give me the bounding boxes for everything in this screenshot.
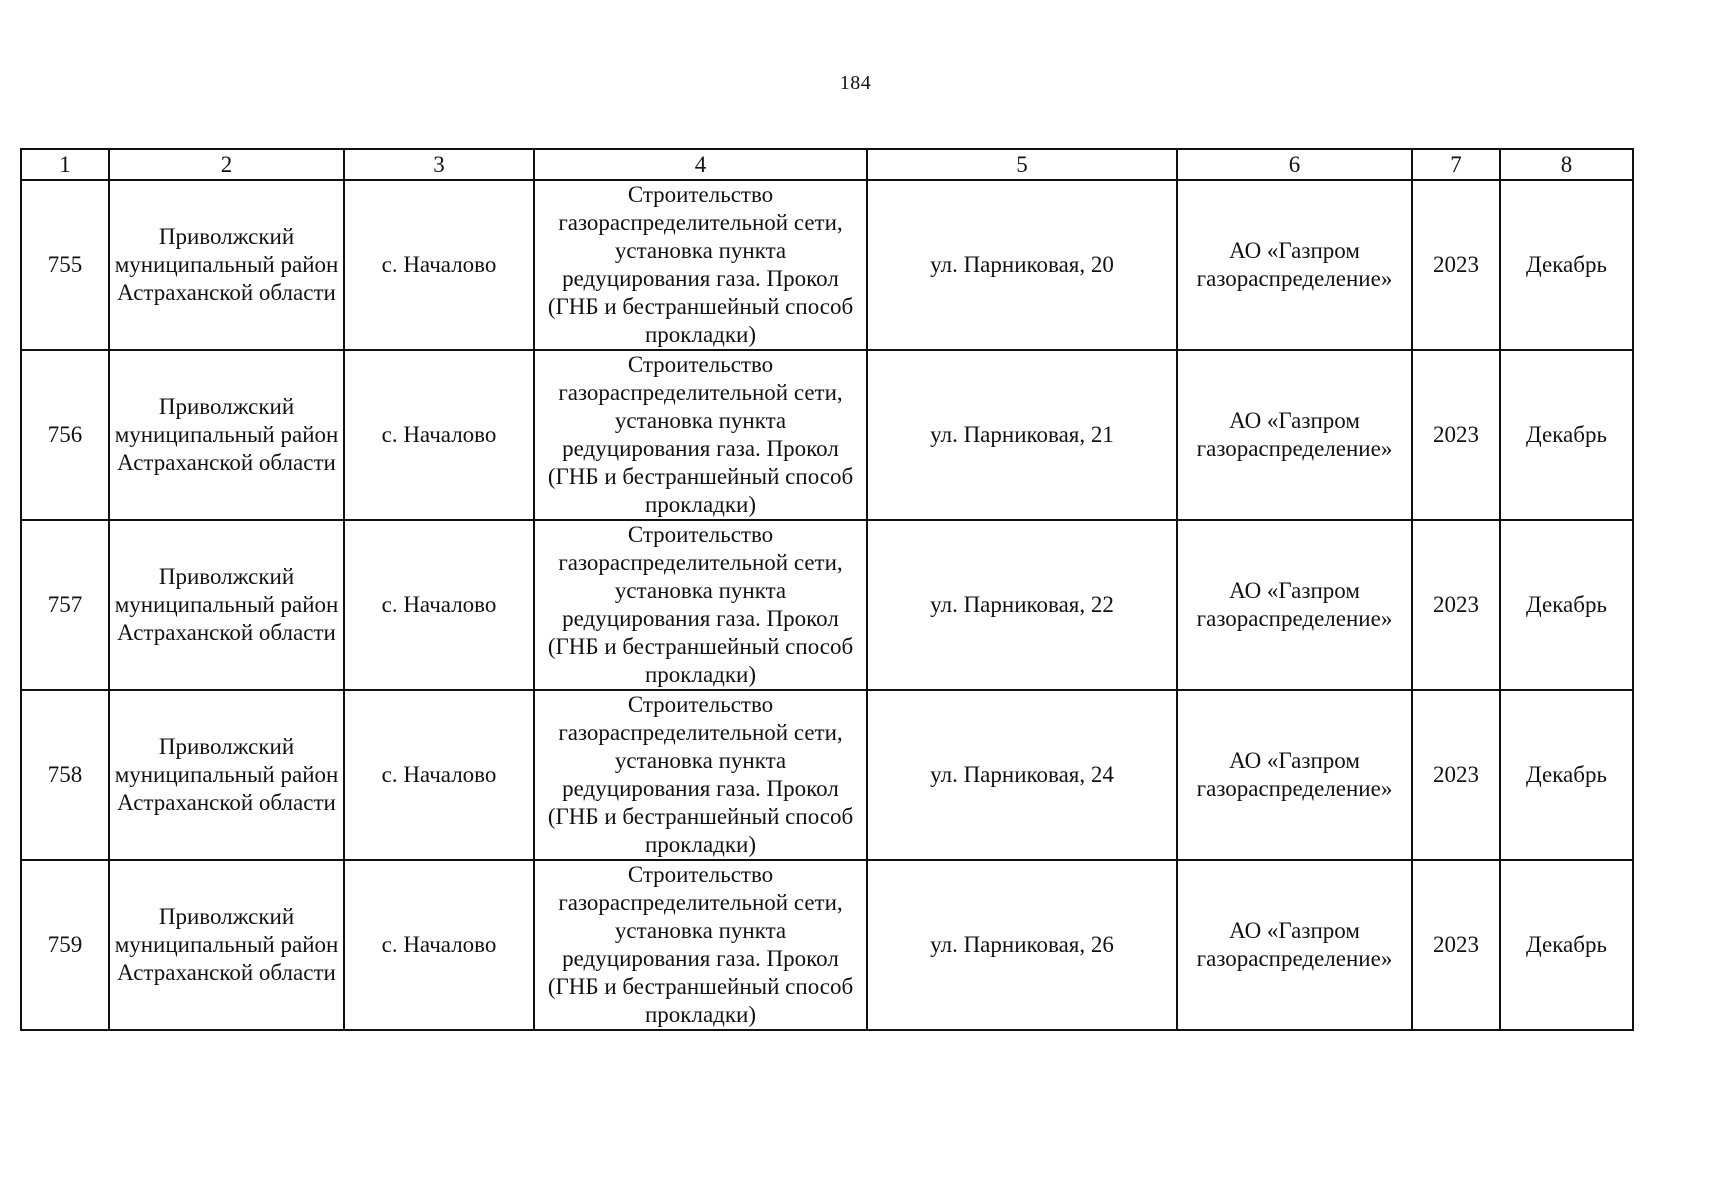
header-col-5: 5 [867,149,1177,180]
month-cell: Декабрь [1500,520,1633,690]
settlement-cell: с. Началово [344,860,534,1030]
address-cell: ул. Парниковая, 22 [867,520,1177,690]
row-number: 757 [21,520,109,690]
table-row [21,690,1633,860]
row-number: 759 [21,860,109,1030]
address-cell: ул. Парниковая, 21 [867,350,1177,520]
table-row [21,350,1633,520]
work-description-cell: Строительство газораспределительной сети, установка пункта редуцирования газа. Прокол (ГНБ и бестраншейный способ прокладки) [534,520,867,690]
header-col-8: 8 [1500,149,1633,180]
settlement-cell: с. Началово [344,520,534,690]
year-cell: 2023 [1412,180,1500,350]
organization-cell: АО «Газпром газораспределение» [1177,860,1412,1030]
work-description-cell: Строительство газораспределительной сети, установка пункта редуцирования газа. Прокол (ГНБ и бестраншейный способ прокладки) [534,860,867,1030]
district-cell: Приволжский муниципальный район Астраханской области [109,350,344,520]
address-cell: ул. Парниковая, 24 [867,690,1177,860]
header-col-2: 2 [109,149,344,180]
district-cell: Приволжский муниципальный район Астраханской области [109,180,344,350]
month-cell: Декабрь [1500,690,1633,860]
row-number: 756 [21,350,109,520]
page-number: 184 [839,72,872,94]
table-header [21,149,1633,180]
header-row [21,149,1633,180]
header-col-6: 6 [1177,149,1412,180]
month-cell: Декабрь [1500,180,1633,350]
address-cell: ул. Парниковая, 20 [867,180,1177,350]
table-row [21,860,1633,1030]
header-col-7: 7 [1412,149,1500,180]
year-cell: 2023 [1412,860,1500,1030]
table-row [21,180,1633,350]
district-cell: Приволжский муниципальный район Астраханской области [109,690,344,860]
year-cell: 2023 [1412,690,1500,860]
organization-cell: АО «Газпром газораспределение» [1177,180,1412,350]
table-row [21,520,1633,690]
work-description-cell: Строительство газораспределительной сети, установка пункта редуцирования газа. Прокол (ГНБ и бестраншейный способ прокладки) [534,690,867,860]
organization-cell: АО «Газпром газораспределение» [1177,690,1412,860]
district-cell: Приволжский муниципальный район Астраханской области [109,520,344,690]
address-cell: ул. Парниковая, 26 [867,860,1177,1030]
month-cell: Декабрь [1500,860,1633,1030]
row-number: 755 [21,180,109,350]
year-cell: 2023 [1412,350,1500,520]
settlement-cell: с. Началово [344,350,534,520]
header-col-4: 4 [534,149,867,180]
works-table [20,148,1634,1031]
settlement-cell: с. Началово [344,690,534,860]
work-description-cell: Строительство газораспределительной сети, установка пункта редуцирования газа. Прокол (ГНБ и бестраншейный способ прокладки) [534,350,867,520]
table-body [21,180,1633,1030]
organization-cell: АО «Газпром газораспределение» [1177,350,1412,520]
header-col-1: 1 [21,149,109,180]
header-col-3: 3 [344,149,534,180]
year-cell: 2023 [1412,520,1500,690]
organization-cell: АО «Газпром газораспределение» [1177,520,1412,690]
work-description-cell: Строительство газораспределительной сети, установка пункта редуцирования газа. Прокол (ГНБ и бестраншейный способ прокладки) [534,180,867,350]
row-number: 758 [21,690,109,860]
month-cell: Декабрь [1500,350,1633,520]
settlement-cell: с. Началово [344,180,534,350]
district-cell: Приволжский муниципальный район Астраханской области [109,860,344,1030]
